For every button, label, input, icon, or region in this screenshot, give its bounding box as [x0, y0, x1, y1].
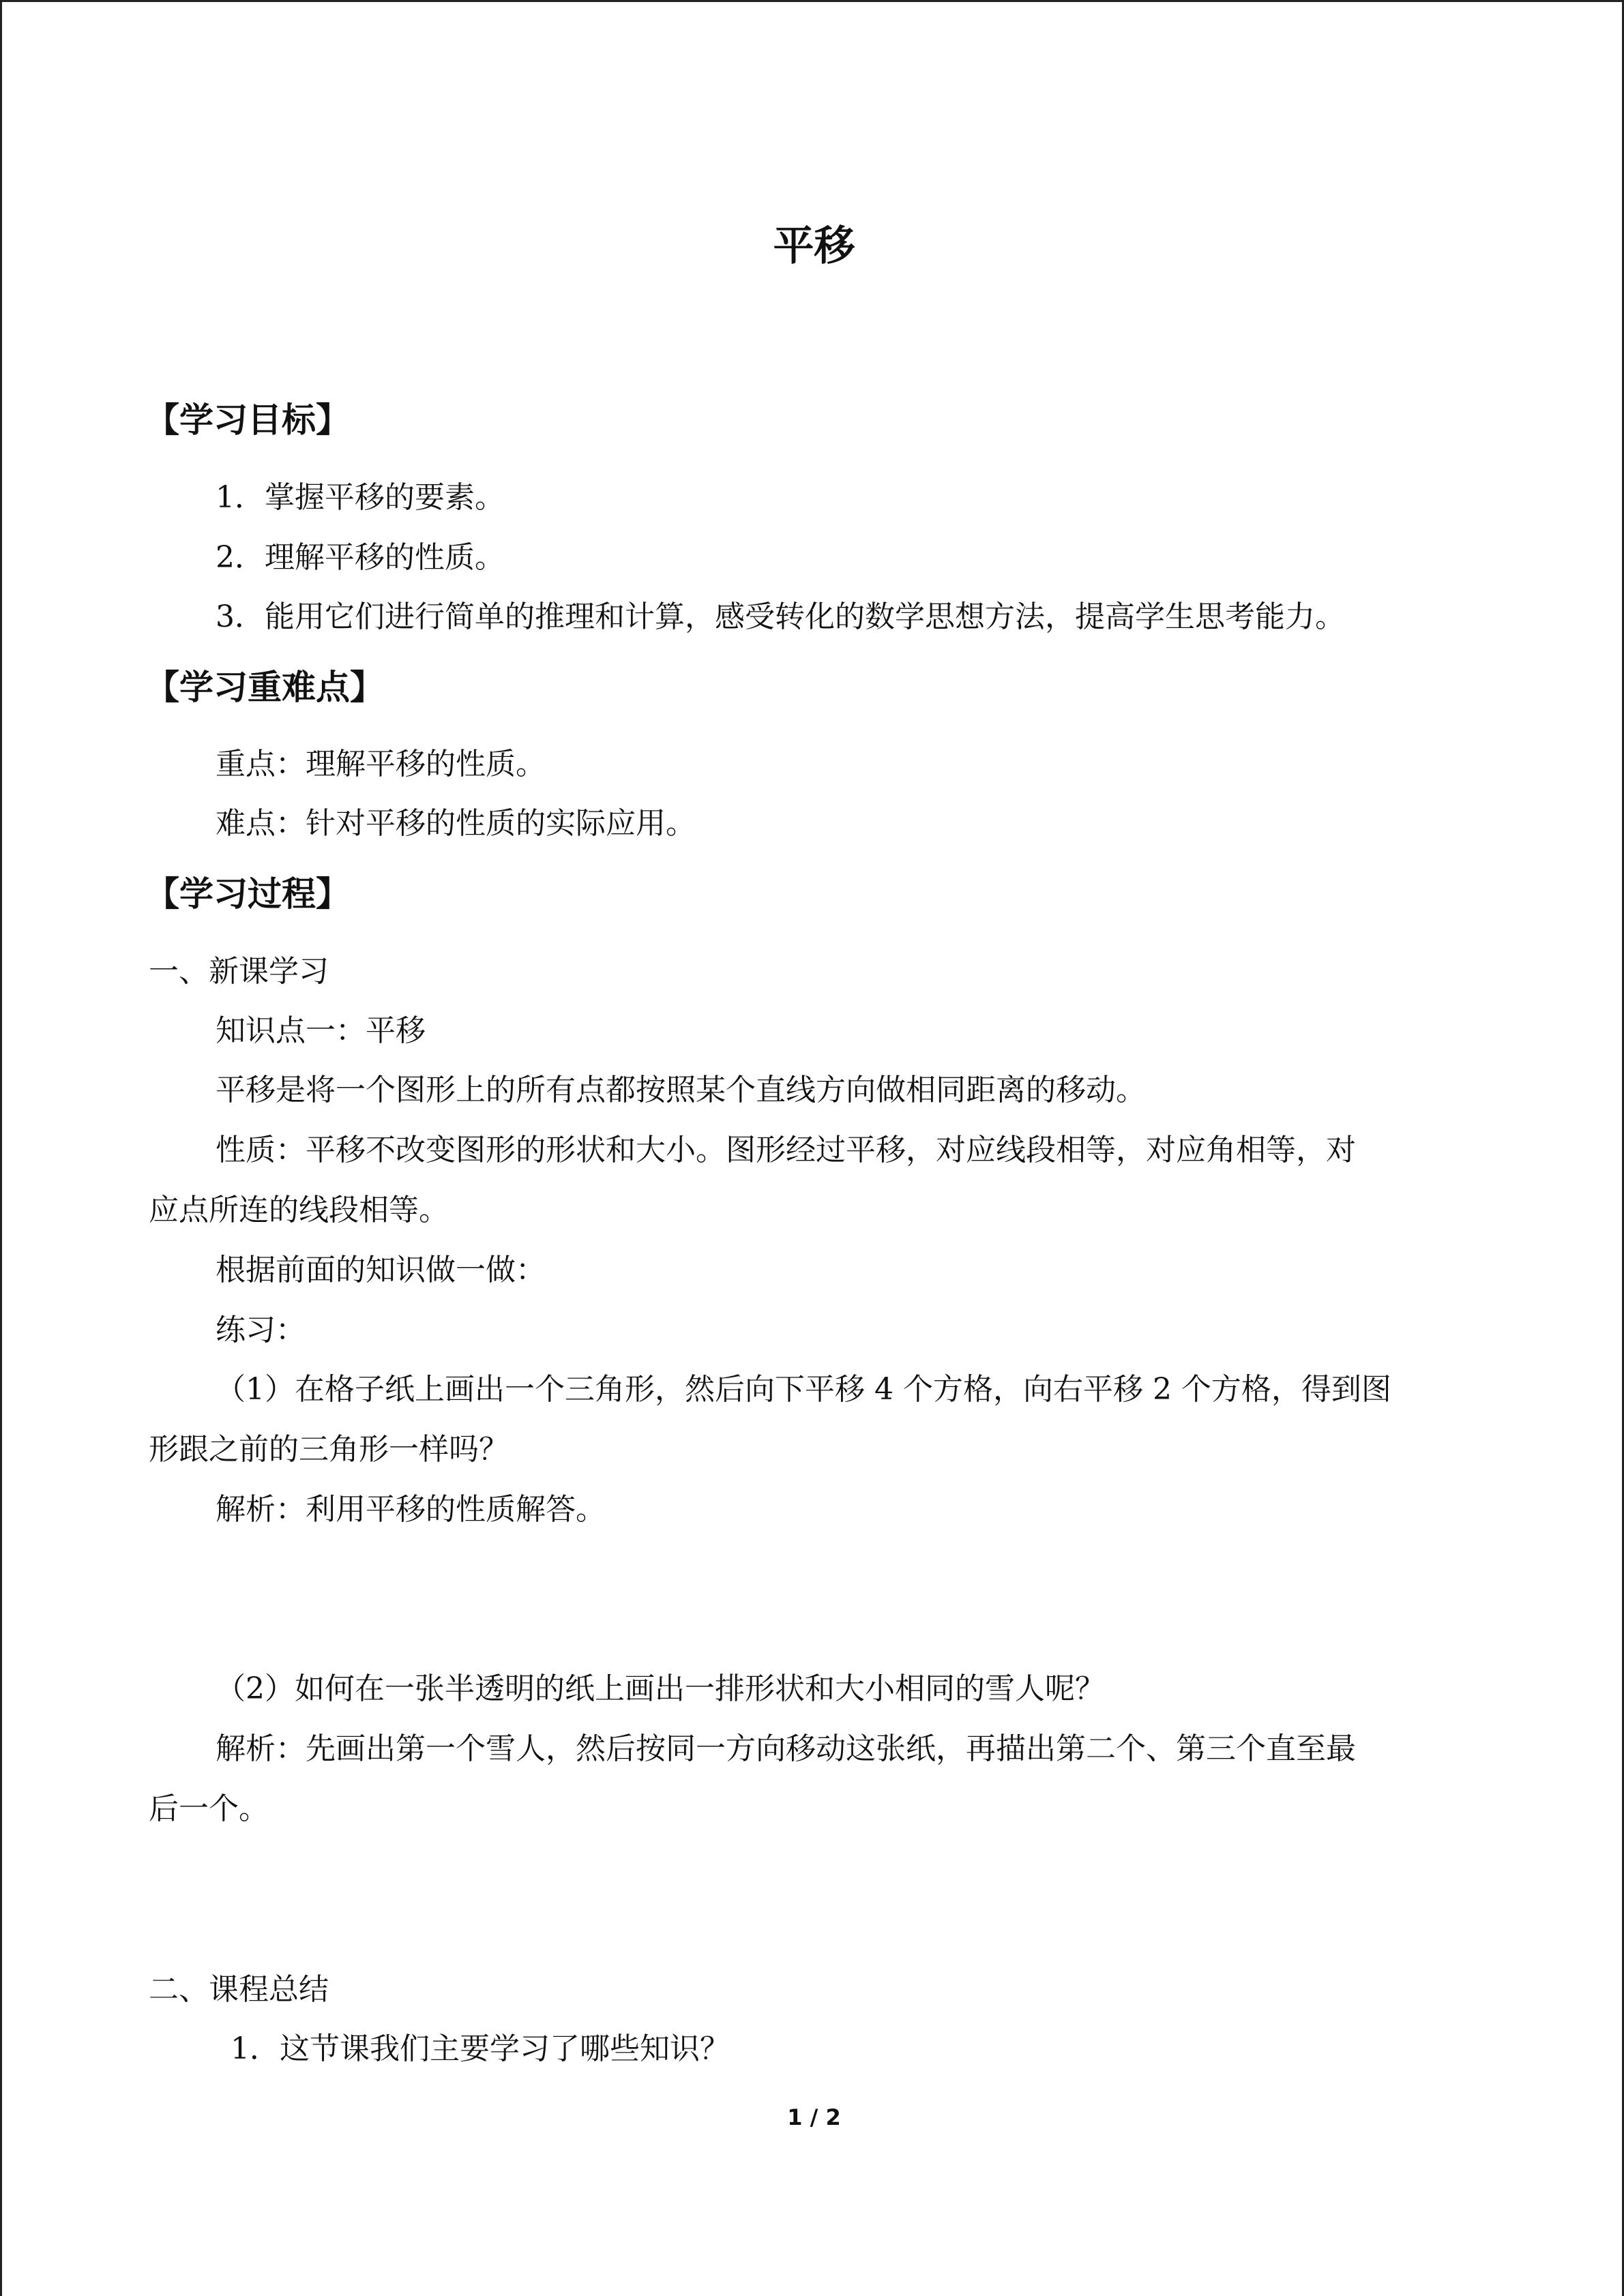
goal-item-2: 2．理解平移的性质。 [216, 540, 505, 575]
question-1-answer: 解析：利用平移的性质解答。 [216, 1492, 606, 1527]
page-title: 平移 [773, 222, 855, 270]
part2-title: 二、课程总结 [149, 1972, 329, 2007]
section-heading-process: 【学习过程】 [145, 874, 350, 914]
property-text-line2: 应点所连的线段相等。 [149, 1193, 449, 1227]
page-number: 1 / 2 [787, 2104, 841, 2130]
part1-title: 一、新课学习 [149, 954, 329, 989]
question-2-answer-line2: 后一个。 [149, 1791, 269, 1826]
difficult-point: 难点：针对平移的性质的实际应用。 [216, 806, 696, 841]
property-text-line1: 性质：平移不改变图形的形状和大小。图形经过平移，对应线段相等，对应角相等，对 [216, 1133, 1356, 1167]
question-1-line1: （1）在格子纸上画出一个三角形，然后向下平移 4 个方格，向右平移 2 个方格，得到图 [216, 1372, 1391, 1407]
question-2: （2）如何在一张半透明的纸上画出一排形状和大小相同的雪人呢？ [216, 1671, 1105, 1706]
key-point: 重点：理解平移的性质。 [216, 747, 546, 781]
knowledge-point: 知识点一：平移 [216, 1013, 426, 1048]
goal-item-1: 1．掌握平移的要素。 [216, 480, 505, 515]
section-heading-goals: 【学习目标】 [145, 400, 350, 440]
summary-question-1: 1．这节课我们主要学习了哪些知识？ [231, 2031, 730, 2066]
section-heading-key-points: 【学习重难点】 [145, 668, 384, 707]
question-2-answer-line1: 解析：先画出第一个雪人，然后按同一方向移动这张纸，再描出第二个、第三个直至最 [216, 1731, 1356, 1766]
question-1-line2: 形跟之前的三角形一样吗？ [149, 1432, 509, 1467]
definition-text: 平移是将一个图形上的所有点都按照某个直线方向做相同距离的移动。 [216, 1073, 1146, 1107]
goal-item-3: 3．能用它们进行简单的推理和计算，感受转化的数学思想方法，提高学生思考能力。 [216, 599, 1345, 634]
practice-label: 练习： [216, 1313, 306, 1347]
practice-intro: 根据前面的知识做一做： [216, 1253, 546, 1287]
